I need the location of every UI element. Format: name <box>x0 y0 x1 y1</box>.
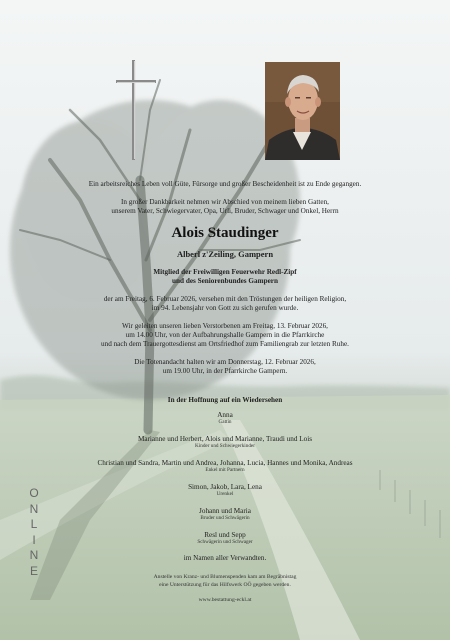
website-link[interactable]: www.bestattung-eckl.at <box>198 597 252 603</box>
mourner-relation: Kinder und Schwiegerkinder <box>195 443 255 449</box>
mourner-names: Marianne und Herbert, Alois und Marianne, Traudi und Lois <box>137 435 313 443</box>
gratitude-line-1: In großer Dankbarkeit nehmen wir Abschied von meinem lieben Gatten, <box>121 198 329 206</box>
death-line-1: der am Freitag, 6. Februar 2026, versehen mit den Tröstungen der heiligen Religion, <box>103 295 347 303</box>
mourner-relation: Bruder und Schwägerin <box>200 515 250 521</box>
mourner-relation: Schwägerin und Schwager <box>197 539 253 545</box>
donation-line-2: eine Unterstützung für das Hilfswerk OÖ gegeben werden. <box>159 582 291 588</box>
membership-line-2: und des Seniorenbundes Gampern <box>172 277 278 285</box>
intro-text: Ein arbeitsreiches Leben voll Güte, Fürsorge und großer Bescheidenheit ist zu Ende gegangen. <box>88 180 362 188</box>
mourner-relation: Urenkel <box>216 491 234 497</box>
deceased-alias: Alberl z'Zeiling, Gampern <box>176 249 274 259</box>
funeral-line-2: um 14.00 Uhr, von der Aufbahrungshalle Gampern in die Pfarrkirche <box>125 331 325 339</box>
online-label: O N L I N E <box>29 486 39 578</box>
mourner-names: Anna <box>217 411 233 419</box>
gratitude-line-2: unserem Vater, Schwiegervater, Opa, Urli, Bruder, Schwager und Onkel, Herrn <box>111 207 339 215</box>
cross-icon <box>116 60 156 160</box>
vigil-line-2: um 19.00 Uhr, in der Pfarrkirche Gampern. <box>162 367 288 375</box>
mourner-names: Simon, Jakob, Lara, Lena <box>188 483 262 491</box>
vigil-line-1: Die Totenandacht halten wir am Donnerstag, 12. Februar 2026, <box>134 358 316 366</box>
mourner-names: Resl und Sepp <box>204 531 246 539</box>
portrait-photo <box>265 62 340 160</box>
funeral-line-3: und nach dem Trauergottesdienst am Ortsfriedhof zum Familiengrab zur letzten Ruhe. <box>101 340 349 348</box>
mourner-names: Johann und Maria <box>199 507 251 515</box>
funeral-line-1: Wir geleiten unseren lieben Verstorbenen am Freitag, 13. Februar 2026, <box>122 322 328 330</box>
mourner-relation: Enkel mit Partnern <box>205 467 245 473</box>
hope-heading: In der Hoffnung auf ein Wiedersehen <box>167 396 283 404</box>
deceased-name: Alois Staudinger <box>171 225 279 241</box>
membership-line-1: Mitglied der Freiwilligen Feuerwehr Redl-Zipf <box>153 268 297 276</box>
mourner-names: Christian und Sandra, Martin und Andrea, Johanna, Lucia, Hannes und Monika, Andreas <box>97 459 353 467</box>
donation-line-1: Anstelle von Kranz- und Blumenspenden kam am Begräbnistag <box>153 574 297 580</box>
mourner-relation: Gattin <box>218 419 232 425</box>
death-line-2: im 94. Lebensjahr von Gott zu sich gerufen wurde. <box>151 304 299 312</box>
relatives-line: im Namen aller Verwandten. <box>183 554 267 562</box>
